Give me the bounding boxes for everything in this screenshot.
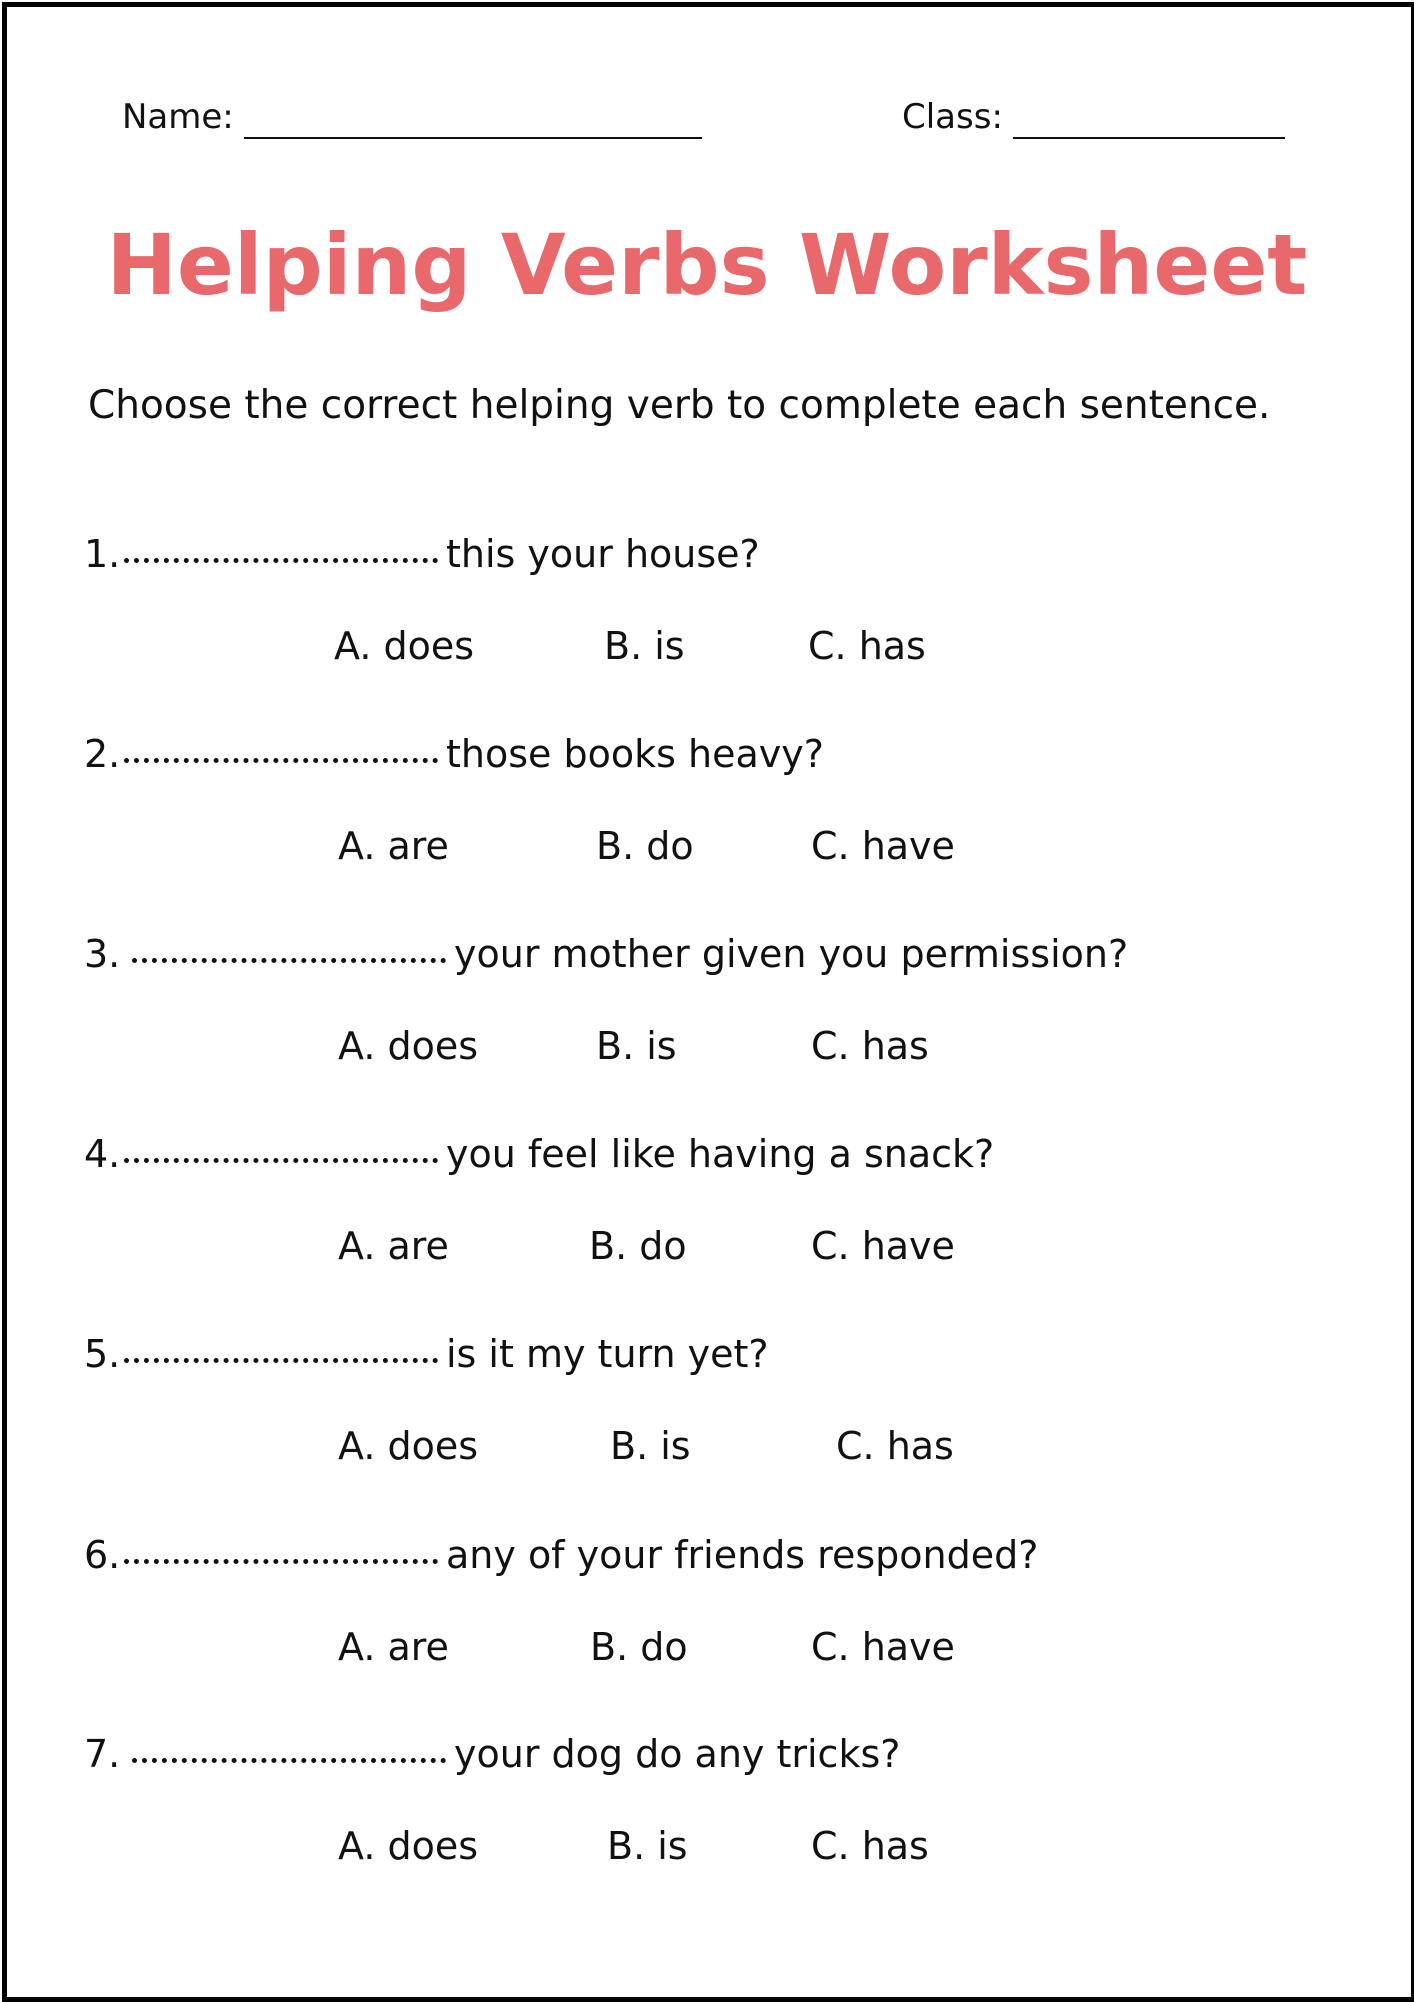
class-field[interactable]: [902, 95, 1285, 139]
option-a[interactable]: A. does: [334, 624, 475, 668]
name-field[interactable]: [122, 95, 702, 139]
option-c[interactable]: C. has: [811, 1824, 929, 1868]
question-line: [84, 726, 824, 782]
answer-blank[interactable]: [124, 1352, 438, 1363]
name-input-line[interactable]: [244, 97, 702, 139]
option-a[interactable]: A. does: [338, 1024, 479, 1068]
question-number: 7.: [84, 1732, 121, 1776]
student-info-header: [0, 95, 1414, 145]
answer-options: [84, 1218, 1334, 1274]
instructions: Choose the correct helping verb to complete each sentence.: [88, 383, 1271, 428]
question-4: [84, 1126, 1334, 1296]
option-b[interactable]: B. is: [604, 624, 685, 668]
question-line: [84, 1527, 1038, 1583]
option-c[interactable]: C. has: [808, 624, 926, 668]
question-line: [84, 926, 1128, 982]
question-number: 6.: [84, 1533, 121, 1577]
question-1: [84, 526, 1334, 696]
question-2: [84, 726, 1334, 896]
option-c[interactable]: C. have: [811, 824, 955, 868]
question-line: [84, 526, 760, 582]
question-line: [84, 1126, 994, 1182]
answer-options: [84, 1619, 1334, 1675]
question-text: this your house?: [446, 532, 760, 576]
question-text: any of your friends responded?: [446, 1533, 1039, 1577]
class-label: Class:: [902, 97, 1003, 137]
option-b[interactable]: B. do: [589, 1224, 687, 1268]
answer-options: [84, 1418, 1334, 1474]
question-text: your mother given you permission?: [454, 932, 1129, 976]
option-b[interactable]: B. is: [610, 1424, 691, 1468]
option-a[interactable]: A. are: [338, 824, 449, 868]
answer-blank[interactable]: [124, 1152, 438, 1163]
answer-blank[interactable]: [124, 552, 438, 563]
worksheet-title: Helping Verbs Worksheet: [106, 216, 1308, 314]
option-a[interactable]: A. are: [338, 1625, 449, 1669]
option-a[interactable]: A. does: [338, 1824, 479, 1868]
question-3: [84, 926, 1334, 1096]
answer-blank[interactable]: [132, 1752, 446, 1763]
option-c[interactable]: C. have: [811, 1224, 955, 1268]
answer-options: [84, 1018, 1334, 1074]
class-input-line[interactable]: [1013, 97, 1285, 139]
answer-blank[interactable]: [124, 752, 438, 763]
question-text: those books heavy?: [446, 732, 824, 776]
question-text: your dog do any tricks?: [454, 1732, 901, 1776]
option-a[interactable]: A. are: [338, 1224, 449, 1268]
question-7: [84, 1726, 1334, 1896]
option-c[interactable]: C. has: [836, 1424, 954, 1468]
name-label: Name:: [122, 97, 234, 137]
answer-blank[interactable]: [124, 1553, 438, 1564]
answer-options: [84, 618, 1334, 674]
question-text: is it my turn yet?: [446, 1332, 769, 1376]
option-b[interactable]: B. do: [590, 1625, 688, 1669]
question-5: [84, 1326, 1334, 1496]
answer-options: [84, 1818, 1334, 1874]
question-line: [84, 1326, 769, 1382]
question-number: 2.: [84, 732, 121, 776]
answer-blank[interactable]: [132, 952, 446, 963]
question-number: 5.: [84, 1332, 121, 1376]
option-a[interactable]: A. does: [338, 1424, 479, 1468]
question-number: 3.: [84, 932, 121, 976]
answer-options: [84, 818, 1334, 874]
option-c[interactable]: C. has: [811, 1024, 929, 1068]
question-number: 4.: [84, 1132, 121, 1176]
option-b[interactable]: B. do: [596, 824, 694, 868]
question-number: 1.: [84, 532, 121, 576]
question-text: you feel like having a snack?: [446, 1132, 995, 1176]
option-c[interactable]: C. have: [811, 1625, 955, 1669]
option-b[interactable]: B. is: [596, 1024, 677, 1068]
option-b[interactable]: B. is: [607, 1824, 688, 1868]
question-line: [84, 1726, 900, 1782]
question-6: [84, 1527, 1334, 1697]
